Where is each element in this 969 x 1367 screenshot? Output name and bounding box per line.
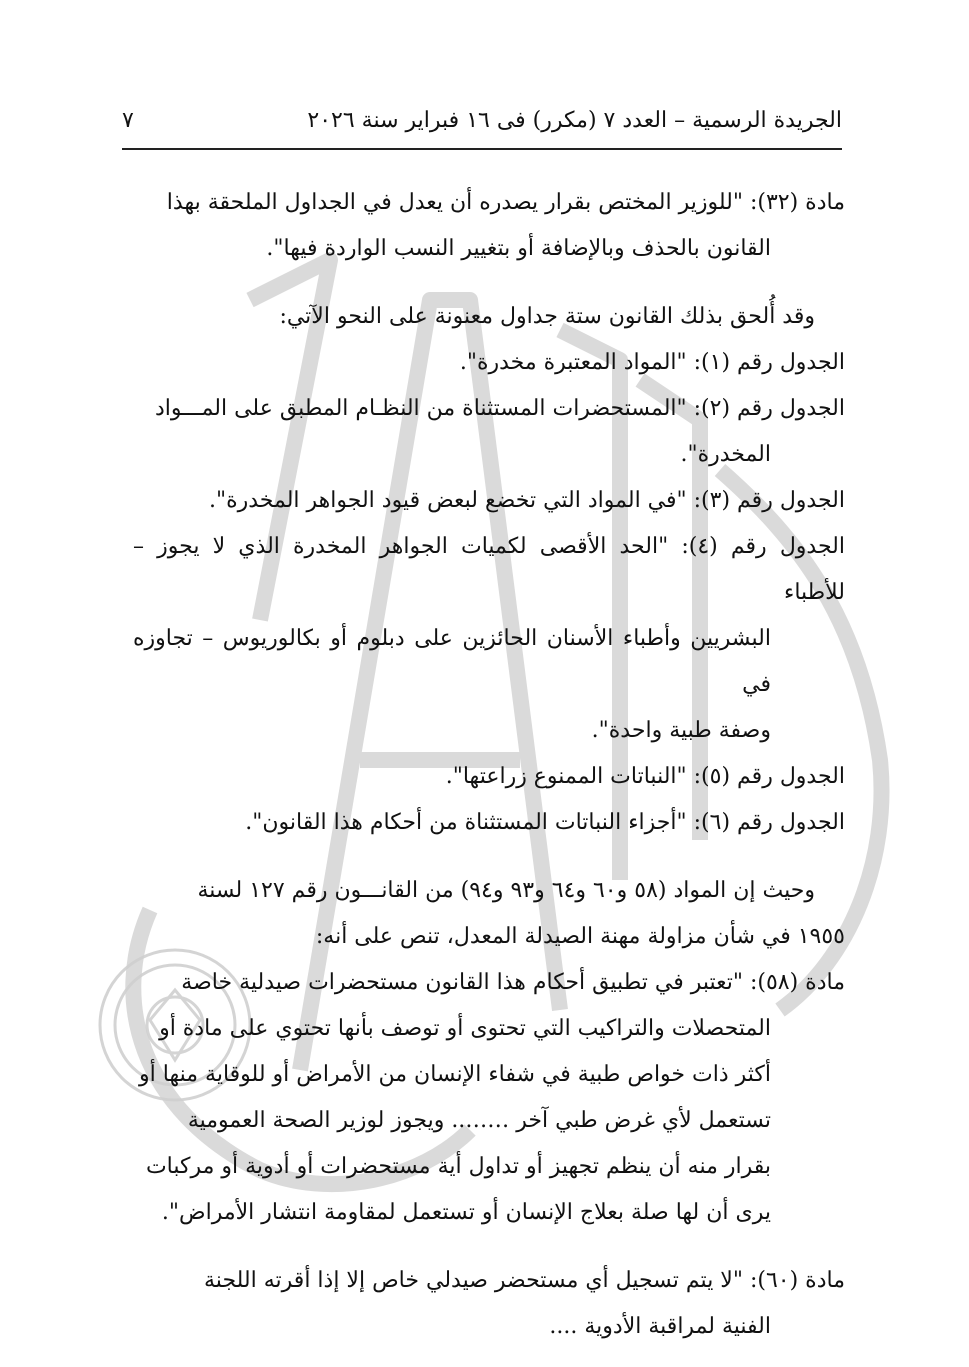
- annex-table-6: [133, 800, 845, 846]
- annex-table-line: الجدول رقم (٤): "الحد الأقصى لكميات الجواهر المخدرة الذي لا يجوز – للأطباء: [133, 534, 845, 605]
- annex-intro-line: وقد أُلحق بذلك القانون ستة جداول معنونة على النحو الآتي:: [279, 304, 815, 329]
- whereas-line: ١٩٥٥ في شأن مزاولة مهنة الصيدلة المعدل، تنص على أنه:: [315, 924, 845, 949]
- annex-table-line: وصفة طبية واحدة".: [591, 718, 771, 743]
- article-32: [133, 180, 845, 272]
- article-58-line: أكثر ذات خواص طبية في شفاء الإنسان من الأمراض أو للوقاية منها أو: [139, 1062, 771, 1087]
- annex-table-3: [133, 478, 845, 524]
- article-58-line: مادة (٥٨): "تعتبر في تطبيق أحكام هذا القانون مستحضرات صيدلية خاصة: [181, 970, 845, 995]
- article-32-line: مادة (٣٢): "للوزير المختص بقرار يصدره أن يعدل في الجداول الملحقة بهذا: [166, 190, 845, 215]
- document-body: [133, 180, 845, 1350]
- article-58-line: تستعمل لأي غرض طبي آخر …….. ويجوز لوزير الصحة العمومية: [187, 1108, 771, 1133]
- annex-table-line: الجدول رقم (١): "المواد المعتبرة مخدرة".: [459, 350, 845, 375]
- annex-table-2: [133, 386, 845, 478]
- page-header: [122, 108, 842, 150]
- page-number: ٧: [122, 108, 134, 133]
- whereas-line: وحيث إن المواد (٥٨ و٦٠ و٦٤ و٩٣ و٩٤) من القانـــون رقم ١٢٧ لسنة: [197, 878, 815, 903]
- annex-table-1: [133, 340, 845, 386]
- annex-table-line: الجدول رقم (٣): "في المواد التي تخضع لبعض قيود الجواهر المخدرة".: [209, 488, 845, 513]
- annex-table-line: البشريين وأطباء الأسنان الحائزين على دبلوم أو بكالوريوس – تجاوزه في: [133, 626, 771, 697]
- article-58: [133, 960, 845, 1236]
- article-60-line: مادة (٦٠): "لا يتم تسجيل أي مستحضر صيدلي خاص إلا إذا أقرته اللجنة: [204, 1268, 845, 1293]
- gazette-title: الجريدة الرسمية – العدد ٧ (مكرر) فى ١٦ فبراير سنة ٢٠٢٦: [307, 108, 842, 133]
- annex-table-line: الجدول رقم (٦): "أجزاء النباتات المستثناة من أحكام هذا القانون".: [245, 810, 845, 835]
- article-58-line: المتحصلات والتراكيب التي تحتوى أو توصف بأنها تحتوي على مادة أو: [159, 1016, 771, 1041]
- annex-intro: [133, 294, 845, 340]
- whereas-paragraph: [133, 868, 845, 960]
- article-60-line: الفنية لمراقبة الأدوية ....: [549, 1314, 771, 1339]
- article-58-line: يرى أن لها صلة بعلاج الإنسان أو تستعمل لمقاومة انتشار الأمراض".: [161, 1200, 771, 1225]
- article-58-line: بقرار منه أن ينظم تجهيز أو تداول أية مستحضرات أو أدوية أو مركبات: [145, 1154, 771, 1179]
- annex-table-line: الجدول رقم (٢): "المستحضرات المستثناة من النظـام المطبق على المـــواد: [154, 396, 845, 421]
- annex-table-line: الجدول رقم (٥): "النباتات الممنوع زراعتها".: [445, 764, 845, 789]
- annex-table-5: [133, 754, 845, 800]
- article-32-line: القانون بالحذف وبالإضافة أو بتغيير النسب الواردة فيها".: [266, 236, 771, 261]
- annex-table-4: [133, 524, 845, 754]
- annex-table-line: المخدرة".: [680, 442, 771, 467]
- article-60: [133, 1258, 845, 1350]
